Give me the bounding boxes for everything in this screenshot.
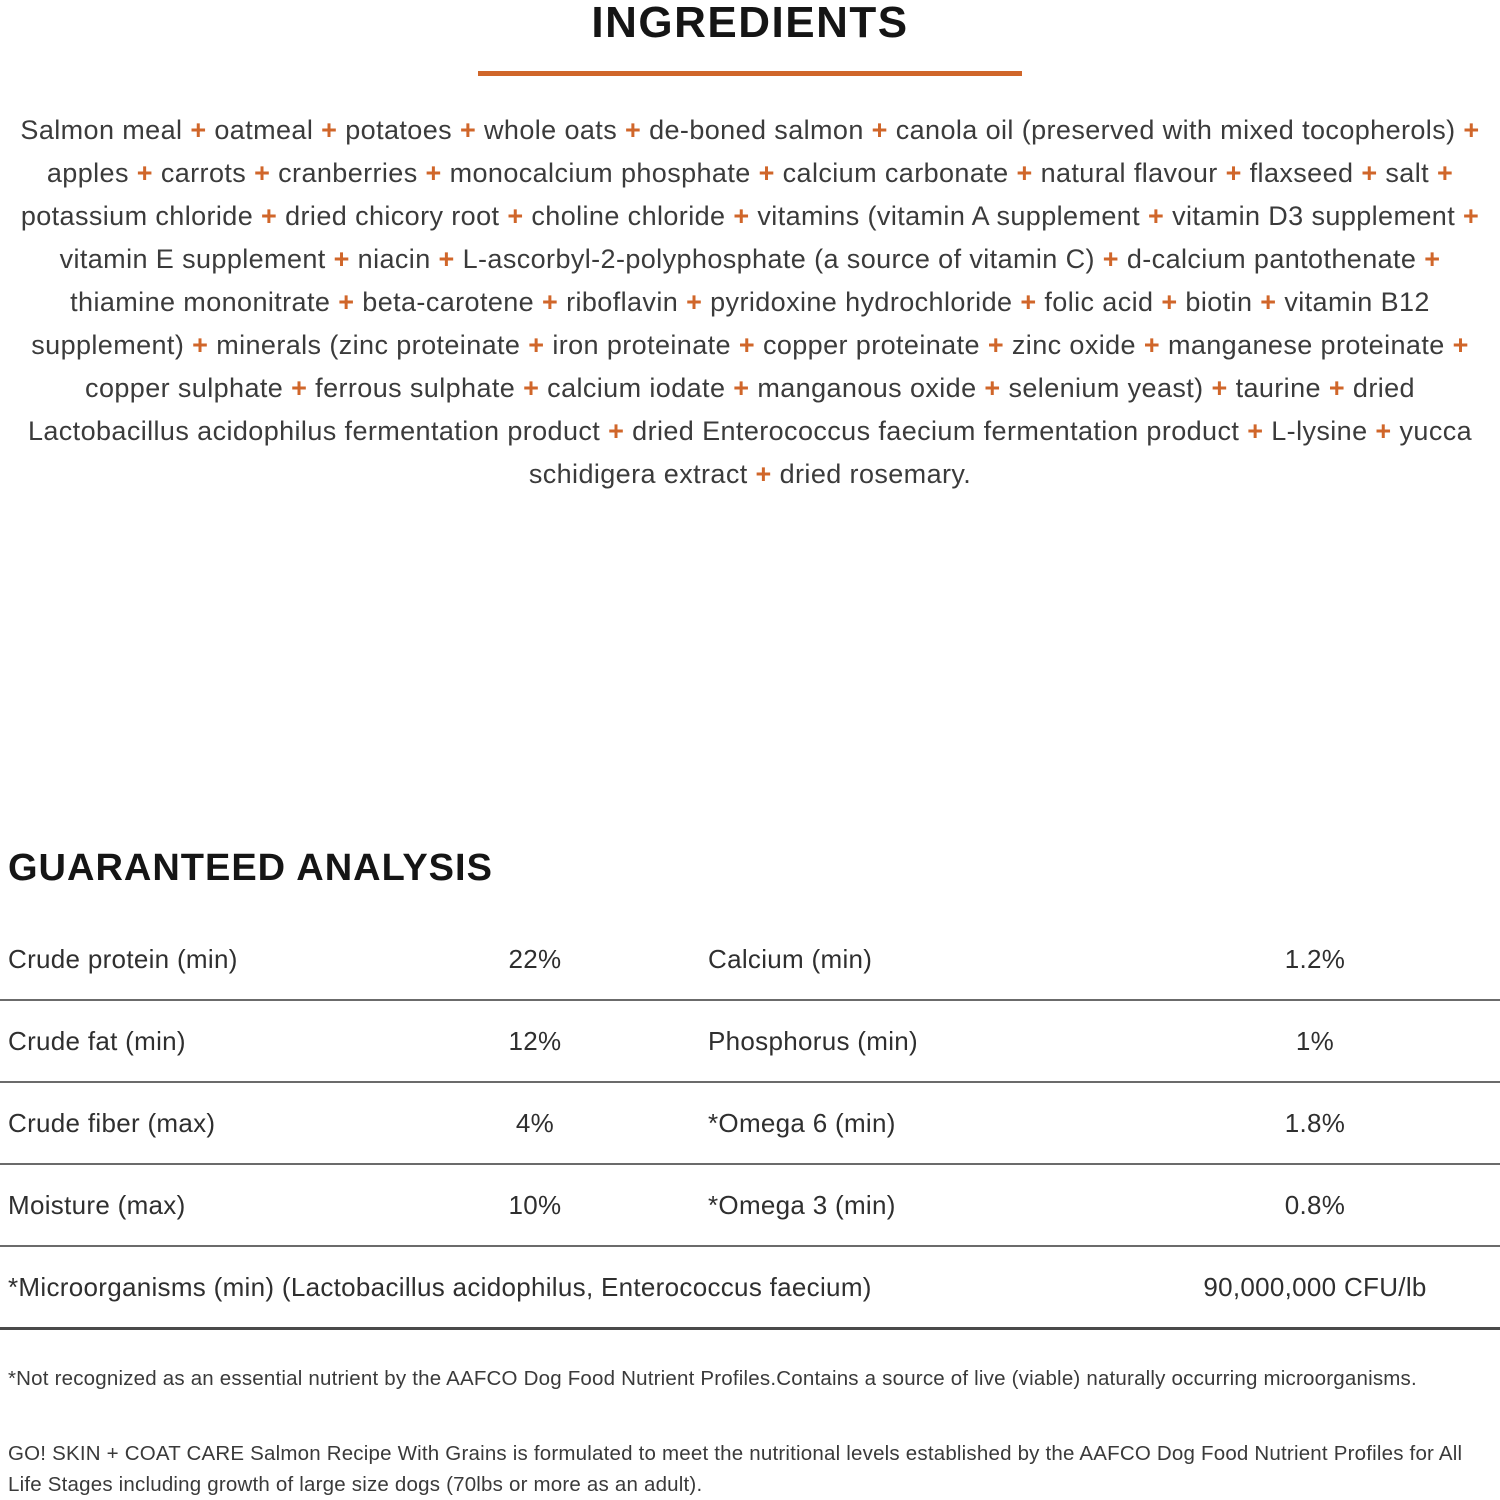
plus-separator-icon: +: [542, 287, 559, 317]
analysis-label-right: *Omega 3 (min): [708, 1189, 896, 1220]
plus-separator-icon: +: [523, 373, 540, 403]
plus-separator-icon: +: [425, 158, 442, 188]
plus-separator-icon: +: [1143, 330, 1161, 360]
analysis-label-left: Crude fat (min): [8, 1025, 186, 1056]
analysis-value-right: 0.8%: [1284, 1189, 1346, 1220]
analysis-value-left: 22%: [508, 943, 562, 974]
analysis-row: [0, 1001, 1500, 1083]
analysis-row: [0, 1165, 1500, 1247]
plus-separator-icon: +: [1328, 373, 1345, 403]
analysis-label-left: Crude fiber (max): [8, 1107, 216, 1138]
plus-separator-icon: +: [1147, 201, 1165, 231]
plus-separator-icon: +: [192, 330, 209, 360]
analysis-value-left: 10%: [508, 1189, 562, 1220]
microorganisms-label: *Microorganisms (min) (Lactobacillus acidophilus, Enterococcus faecium): [8, 1271, 872, 1302]
plus-separator-icon: +: [758, 158, 775, 188]
plus-separator-icon: +: [1161, 287, 1178, 317]
plus-separator-icon: +: [1463, 201, 1480, 231]
analysis-row: [0, 919, 1500, 1001]
analysis-value-left: 4%: [515, 1107, 555, 1138]
plus-separator-icon: +: [733, 373, 750, 403]
plus-separator-icon: +: [1463, 115, 1480, 145]
plus-separator-icon: +: [438, 244, 455, 274]
analysis-label-right: Phosphorus (min): [708, 1025, 918, 1056]
microorganisms-row: [0, 1247, 1500, 1330]
title-underline-rule: [478, 71, 1022, 76]
plus-separator-icon: +: [1260, 287, 1277, 317]
analysis-label-right: *Omega 6 (min): [708, 1107, 896, 1138]
analysis-value-right: 1.2%: [1284, 943, 1346, 974]
plus-separator-icon: +: [338, 287, 355, 317]
analysis-label-right: Calcium (min): [708, 943, 873, 974]
plus-separator-icon: +: [528, 330, 545, 360]
plus-separator-icon: +: [1102, 244, 1119, 274]
analysis-value-right: 1%: [1295, 1025, 1335, 1056]
plus-separator-icon: +: [1436, 158, 1454, 188]
ingredients-text: Salmon meal + oatmeal + potatoes + whole oats + de-boned salmon + canola oil (preserved with mixed tocopherols) + apples + carrots + cranberries + monocalcium phosphate + calcium carbonate + natural flavour + flaxseed + salt + potassium chloride + dried chicory root + choline chloride + vitamins (vitamin A supplement + vitamin D3 supplement + vitamin E supplement + niacin + L-ascorbyl-2-polyphosphate (a source of vitamin C) + d-calcium pantothenate + thiamine mononitrate + beta-carotene + riboflavin + pyridoxine hydrochloride + folic acid + biotin + vitamin B12 supplement) + minerals (zinc proteinate + iron proteinate + copper proteinate + zinc oxide + manganese proteinate + copper sulphate + ferrous sulphate + calcium iodate + manganous oxide + selenium yeast) + taurine + dried Lactobacillus acidophilus fermentation product + dried Enterococcus faecium fermentation product + L-lysine + yucca schidigera extract + dried rosemary.: [20, 115, 1480, 489]
analysis-table: [0, 919, 1500, 1247]
plus-separator-icon: +: [1016, 158, 1033, 188]
plus-separator-icon: +: [984, 373, 1001, 403]
plus-separator-icon: +: [321, 115, 338, 145]
plus-separator-icon: +: [1211, 373, 1228, 403]
plus-separator-icon: +: [608, 416, 625, 446]
plus-separator-icon: +: [190, 115, 207, 145]
plus-separator-icon: +: [686, 287, 703, 317]
analysis-value-right: 1.8%: [1284, 1107, 1346, 1138]
plus-separator-icon: +: [507, 201, 524, 231]
ingredients-section: [0, 0, 1500, 496]
plus-separator-icon: +: [136, 158, 153, 188]
analysis-row: [0, 1083, 1500, 1165]
ingredients-title: INGREDIENTS: [591, 0, 909, 47]
microorganisms-value: 90,000,000 CFU/lb: [1203, 1271, 1427, 1302]
footnote-aafco-recognition: *Not recognized as an essential nutrient by the AAFCO Dog Food Nutrient Profiles.Contains a source of live (viable) naturally occurring microorganisms.: [8, 1367, 1417, 1390]
plus-separator-icon: +: [291, 373, 308, 403]
analysis-label-left: Crude protein (min): [8, 943, 238, 974]
plus-separator-icon: +: [987, 330, 1004, 360]
plus-separator-icon: +: [625, 115, 642, 145]
analysis-value-left: 12%: [508, 1025, 562, 1056]
plus-separator-icon: +: [1247, 416, 1264, 446]
analysis-label-left: Moisture (max): [8, 1189, 186, 1220]
plus-separator-icon: +: [1225, 158, 1242, 188]
plus-separator-icon: +: [755, 459, 772, 489]
plus-separator-icon: +: [1452, 330, 1469, 360]
plus-separator-icon: +: [1361, 158, 1378, 188]
guaranteed-analysis-title: GUARANTEED ANALYSIS: [8, 847, 493, 889]
plus-separator-icon: +: [871, 115, 888, 145]
footnote-formulation-statement: GO! SKIN + COAT CARE Salmon Recipe With Grains is formulated to meet the nutritional levels established by the AAFCO Dog Food Nutrient Profiles for All Life Stages including growth of large size dogs (70lbs or more as an adult).: [8, 1442, 1463, 1496]
plus-separator-icon: +: [738, 330, 756, 360]
plus-separator-icon: +: [459, 115, 477, 145]
plus-separator-icon: +: [1424, 244, 1441, 274]
plus-separator-icon: +: [254, 158, 271, 188]
plus-separator-icon: +: [333, 244, 350, 274]
plus-separator-icon: +: [1375, 416, 1392, 446]
plus-separator-icon: +: [261, 201, 278, 231]
guaranteed-analysis-section: [0, 845, 1500, 1500]
plus-separator-icon: +: [733, 201, 750, 231]
plus-separator-icon: +: [1020, 287, 1037, 317]
